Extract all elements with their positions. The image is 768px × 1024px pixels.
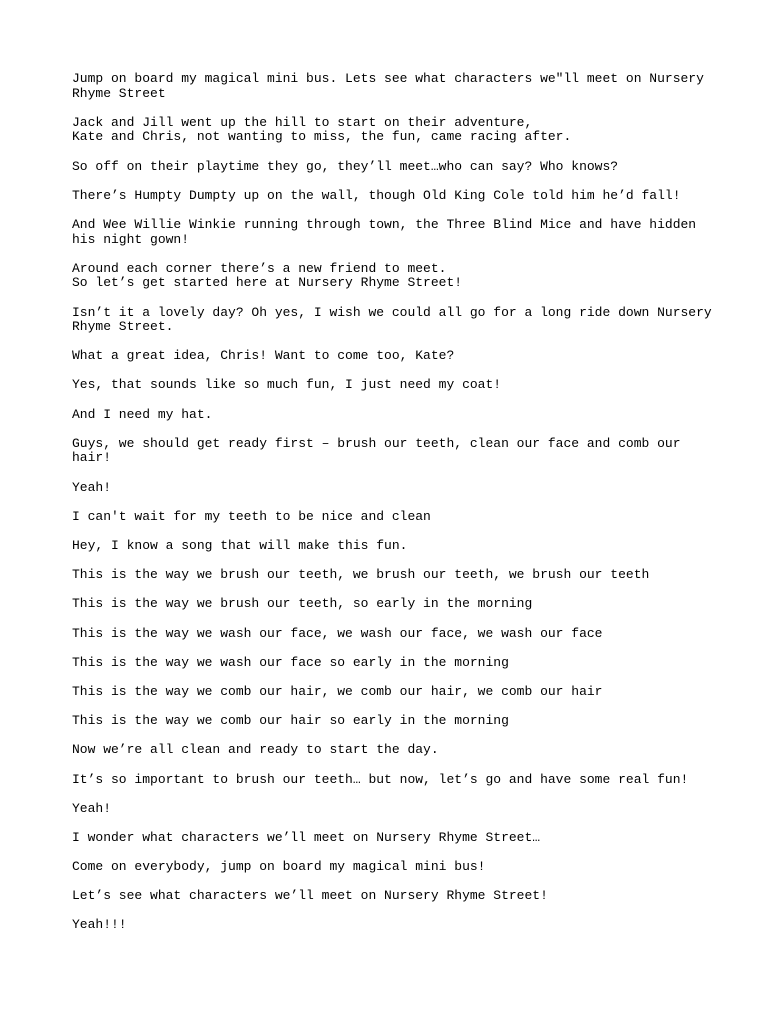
text-line: This is the way we wash our face so early in the morning bbox=[72, 654, 509, 670]
text-line: Yeah!!! bbox=[72, 917, 127, 933]
text-line: It’s so important to brush our teeth… but now, let’s go and have some real fun! bbox=[72, 771, 689, 787]
paragraph bbox=[72, 304, 712, 335]
paragraph bbox=[72, 685, 702, 700]
text-line: Jump on board my magical mini bus. Lets see what characters we"ll meet on Nursery bbox=[72, 71, 704, 86]
text-line: This is the way we brush our teeth, so early in the morning bbox=[72, 596, 533, 612]
text-line: This is the way we brush our teeth, we brush our teeth, we brush our teeth bbox=[72, 567, 650, 583]
text-line: And Wee Willie Winkie running through town, the Three Blind Mice and have hidden bbox=[72, 216, 697, 232]
text-line: So off on their playtime they go, they’ll meet…who can say? Who knows? bbox=[72, 158, 619, 174]
paragraph bbox=[72, 918, 702, 933]
paragraph bbox=[72, 437, 702, 466]
text-line: Hey, I know a song that will make this fun. bbox=[72, 538, 408, 553]
text-line: Rhyme Street. bbox=[72, 319, 174, 335]
paragraph bbox=[72, 218, 702, 247]
paragraph bbox=[72, 714, 702, 729]
text-line: I wonder what characters we’ll meet on Nursery Rhyme Street… bbox=[72, 829, 541, 845]
paragraph bbox=[72, 378, 702, 393]
paragraph bbox=[72, 481, 702, 496]
paragraph bbox=[72, 262, 702, 291]
paragraph bbox=[72, 349, 702, 364]
text-line: Yeah! bbox=[72, 479, 112, 495]
paragraph bbox=[72, 802, 702, 817]
text-line: Come on everybody, jump on board my magical mini bus! bbox=[72, 859, 486, 875]
text-line: Guys, we should get ready first – brush our teeth, clean our face and comb our bbox=[72, 435, 681, 451]
text-line: hair! bbox=[72, 450, 112, 466]
paragraph bbox=[72, 860, 702, 875]
text-line: Kate and Chris, not wanting to miss, the fun, came racing after. bbox=[72, 129, 572, 145]
text-line: Yes, that sounds like so much fun, I just need my coat! bbox=[72, 377, 502, 393]
paragraph bbox=[72, 597, 702, 612]
text-line: Isn’t it a lovely day? Oh yes, I wish we could all go for a long ride down Nursery bbox=[72, 304, 712, 320]
paragraph bbox=[72, 116, 702, 145]
paragraph bbox=[72, 408, 702, 423]
text-line: Now we’re all clean and ready to start the day. bbox=[72, 742, 439, 758]
paragraph bbox=[72, 510, 702, 525]
text-line: This is the way we comb our hair so early in the morning bbox=[72, 713, 509, 729]
text-line: There’s Humpty Dumpty up on the wall, though Old King Cole told him he’d fall! bbox=[72, 187, 681, 203]
text-line: Let’s see what characters we’ll meet on Nursery Rhyme Street! bbox=[72, 888, 548, 904]
paragraph bbox=[72, 568, 702, 583]
text-line: What a great idea, Chris! Want to come too, Kate? bbox=[72, 348, 455, 364]
text-line: This is the way we wash our face, we wash our face, we wash our face bbox=[72, 625, 603, 641]
paragraph bbox=[72, 656, 702, 671]
paragraph bbox=[72, 773, 702, 788]
paragraph bbox=[72, 831, 702, 846]
text-line: Rhyme Street bbox=[72, 85, 166, 101]
paragraph bbox=[72, 160, 702, 175]
text-line: So let’s get started here at Nursery Rhyme Street! bbox=[72, 275, 463, 291]
text-line: This is the way we comb our hair, we comb our hair, we comb our hair bbox=[72, 683, 603, 699]
text-line: Around each corner there’s a new friend to meet. bbox=[72, 260, 447, 276]
text-line: Yeah! bbox=[72, 800, 112, 816]
paragraph bbox=[72, 72, 702, 101]
paragraph bbox=[72, 189, 702, 204]
text-line: I can't wait for my teeth to be nice and clean bbox=[72, 508, 431, 524]
paragraph bbox=[72, 627, 702, 642]
paragraph bbox=[72, 889, 702, 904]
paragraph bbox=[72, 539, 702, 554]
text-line: And I need my hat. bbox=[72, 406, 213, 422]
text-line: Jack and Jill went up the hill to start on their adventure, bbox=[72, 114, 533, 130]
document-page bbox=[72, 71, 712, 948]
text-line: his night gown! bbox=[72, 231, 190, 247]
paragraph bbox=[72, 743, 702, 758]
